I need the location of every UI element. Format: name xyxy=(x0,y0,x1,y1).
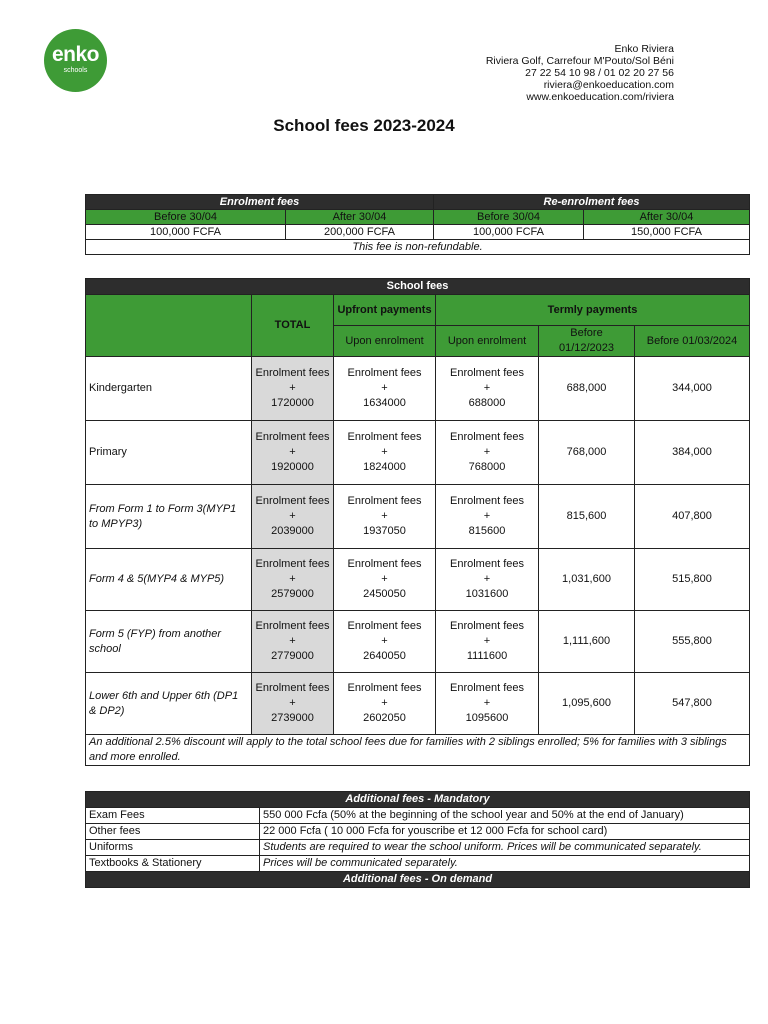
upon-cell: Enrolment fees + 1111600 xyxy=(436,611,539,673)
level-label: Lower 6th and Upper 6th (DP1 & DP2) xyxy=(86,673,252,735)
upon-cell: Enrolment fees + 1095600 xyxy=(436,673,539,735)
table-row xyxy=(86,611,750,673)
contact-email[interactable]: riviera@enkoeducation.com xyxy=(543,79,674,91)
term2-cell: 815,600 xyxy=(539,485,635,549)
upfront-cell: Enrolment fees + 2450050 xyxy=(334,549,436,611)
upfront-cell: Enrolment fees + 1634000 xyxy=(334,357,436,421)
additional-on-demand-header: Additional fees - On demand xyxy=(86,872,750,888)
enrolment-col-header: After 30/04 xyxy=(286,210,434,225)
total-cell: Enrolment fees + 2039000 xyxy=(252,485,334,549)
upfront-cell: Enrolment fees + 1824000 xyxy=(334,421,436,485)
total-cell: Enrolment fees + 2779000 xyxy=(252,611,334,673)
contact-name: Enko Riviera xyxy=(614,43,674,55)
term2-cell: 1,031,600 xyxy=(539,549,635,611)
term2-cell: 1,111,600 xyxy=(539,611,635,673)
fee-value: 550 000 Fcfa (50% at the beginning of the school year and 50% at the end of January) xyxy=(260,808,750,824)
fee-value: Prices will be communicated separately. xyxy=(260,856,750,872)
contact-block xyxy=(486,43,674,103)
enrolment-fees-header: Enrolment fees xyxy=(86,195,434,210)
total-cell: Enrolment fees + 1720000 xyxy=(252,357,334,421)
table-row xyxy=(86,840,750,856)
level-label: From Form 1 to Form 3(MYP1 to MPYP3) xyxy=(86,485,252,549)
additional-fees-table xyxy=(85,791,750,888)
contact-website[interactable]: www.enkoeducation.com/riviera xyxy=(526,91,674,103)
term2-cell: 688,000 xyxy=(539,357,635,421)
total-cell: Enrolment fees + 2739000 xyxy=(252,673,334,735)
before-date-header: Before 01/12/2023 xyxy=(539,326,635,357)
page-title: School fees 2023-2024 xyxy=(273,116,455,135)
level-label: Form 4 & 5(MYP4 & MYP5) xyxy=(86,549,252,611)
upon-cell: Enrolment fees + 768000 xyxy=(436,421,539,485)
term3-cell: 344,000 xyxy=(635,357,750,421)
re-enrolment-fees-header: Re-enrolment fees xyxy=(434,195,750,210)
fee-label: Other fees xyxy=(86,824,260,840)
table-row xyxy=(86,421,750,485)
term3-cell: 547,800 xyxy=(635,673,750,735)
fee-label: Exam Fees xyxy=(86,808,260,824)
level-label: Kindergarten xyxy=(86,357,252,421)
term2-cell: 768,000 xyxy=(539,421,635,485)
level-label: Primary xyxy=(86,421,252,485)
term3-cell: 555,800 xyxy=(635,611,750,673)
total-cell: Enrolment fees + 1920000 xyxy=(252,421,334,485)
termly-header: Termly payments xyxy=(436,295,750,326)
table-row xyxy=(86,357,750,421)
level-label: Form 5 (FYP) from another school xyxy=(86,611,252,673)
table-row xyxy=(86,824,750,840)
enko-logo xyxy=(44,29,107,92)
total-header: TOTAL xyxy=(252,295,334,357)
upfront-cell: Enrolment fees + 2640050 xyxy=(334,611,436,673)
enrolment-value: 100,000 FCFA xyxy=(86,225,286,240)
table-row xyxy=(86,856,750,872)
enrolment-col-header: After 30/04 xyxy=(584,210,750,225)
enrolment-col-header: Before 30/04 xyxy=(86,210,286,225)
contact-address: Riviera Golf, Carrefour M'Pouto/Sol Béni xyxy=(485,55,674,67)
upfront-header: Upfront payments xyxy=(334,295,436,326)
enrolment-value: 150,000 FCFA xyxy=(584,225,750,240)
upon-enrolment-header: Upon enrolment xyxy=(334,326,436,357)
fee-label: Textbooks & Stationery xyxy=(86,856,260,872)
term3-cell: 407,800 xyxy=(635,485,750,549)
fee-value: 22 000 Fcfa ( 10 000 Fcfa for youscribe et 12 000 Fcfa for school card) xyxy=(260,824,750,840)
discount-note: An additional 2.5% discount will apply to the total school fees due for families with 2 siblings enrolled; 5% for families with 3 siblings and more enrolled. xyxy=(86,735,750,766)
term2-cell: 1,095,600 xyxy=(539,673,635,735)
level-header xyxy=(86,295,252,357)
table-row xyxy=(86,549,750,611)
total-cell: Enrolment fees + 2579000 xyxy=(252,549,334,611)
non-refundable-note: This fee is non-refundable. xyxy=(86,240,750,255)
upon-enrolment-header: Upon enrolment xyxy=(436,326,539,357)
before-date-header: Before 01/03/2024 xyxy=(635,326,750,357)
enrolment-fees-table xyxy=(85,194,750,255)
upfront-cell: Enrolment fees + 1937050 xyxy=(334,485,436,549)
upon-cell: Enrolment fees + 1031600 xyxy=(436,549,539,611)
additional-mandatory-header: Additional fees - Mandatory xyxy=(86,792,750,808)
enrolment-value: 100,000 FCFA xyxy=(434,225,584,240)
term3-cell: 515,800 xyxy=(635,549,750,611)
school-fees-header: School fees xyxy=(86,279,750,295)
fee-value: Students are required to wear the school uniform. Prices will be communicated separately. xyxy=(260,840,750,856)
upfront-cell: Enrolment fees + 2602050 xyxy=(334,673,436,735)
logo-subtext: schools xyxy=(63,67,88,74)
table-row xyxy=(86,485,750,549)
enrolment-value: 200,000 FCFA xyxy=(286,225,434,240)
upon-cell: Enrolment fees + 688000 xyxy=(436,357,539,421)
term3-cell: 384,000 xyxy=(635,421,750,485)
contact-phone: 27 22 54 10 98 / 01 02 20 27 56 xyxy=(525,67,674,79)
fee-label: Uniforms xyxy=(86,840,260,856)
table-row xyxy=(86,673,750,735)
table-row xyxy=(86,808,750,824)
enrolment-col-header: Before 30/04 xyxy=(434,210,584,225)
upon-cell: Enrolment fees + 815600 xyxy=(436,485,539,549)
school-fees-table xyxy=(85,278,750,766)
logo-text: enko xyxy=(51,43,99,66)
